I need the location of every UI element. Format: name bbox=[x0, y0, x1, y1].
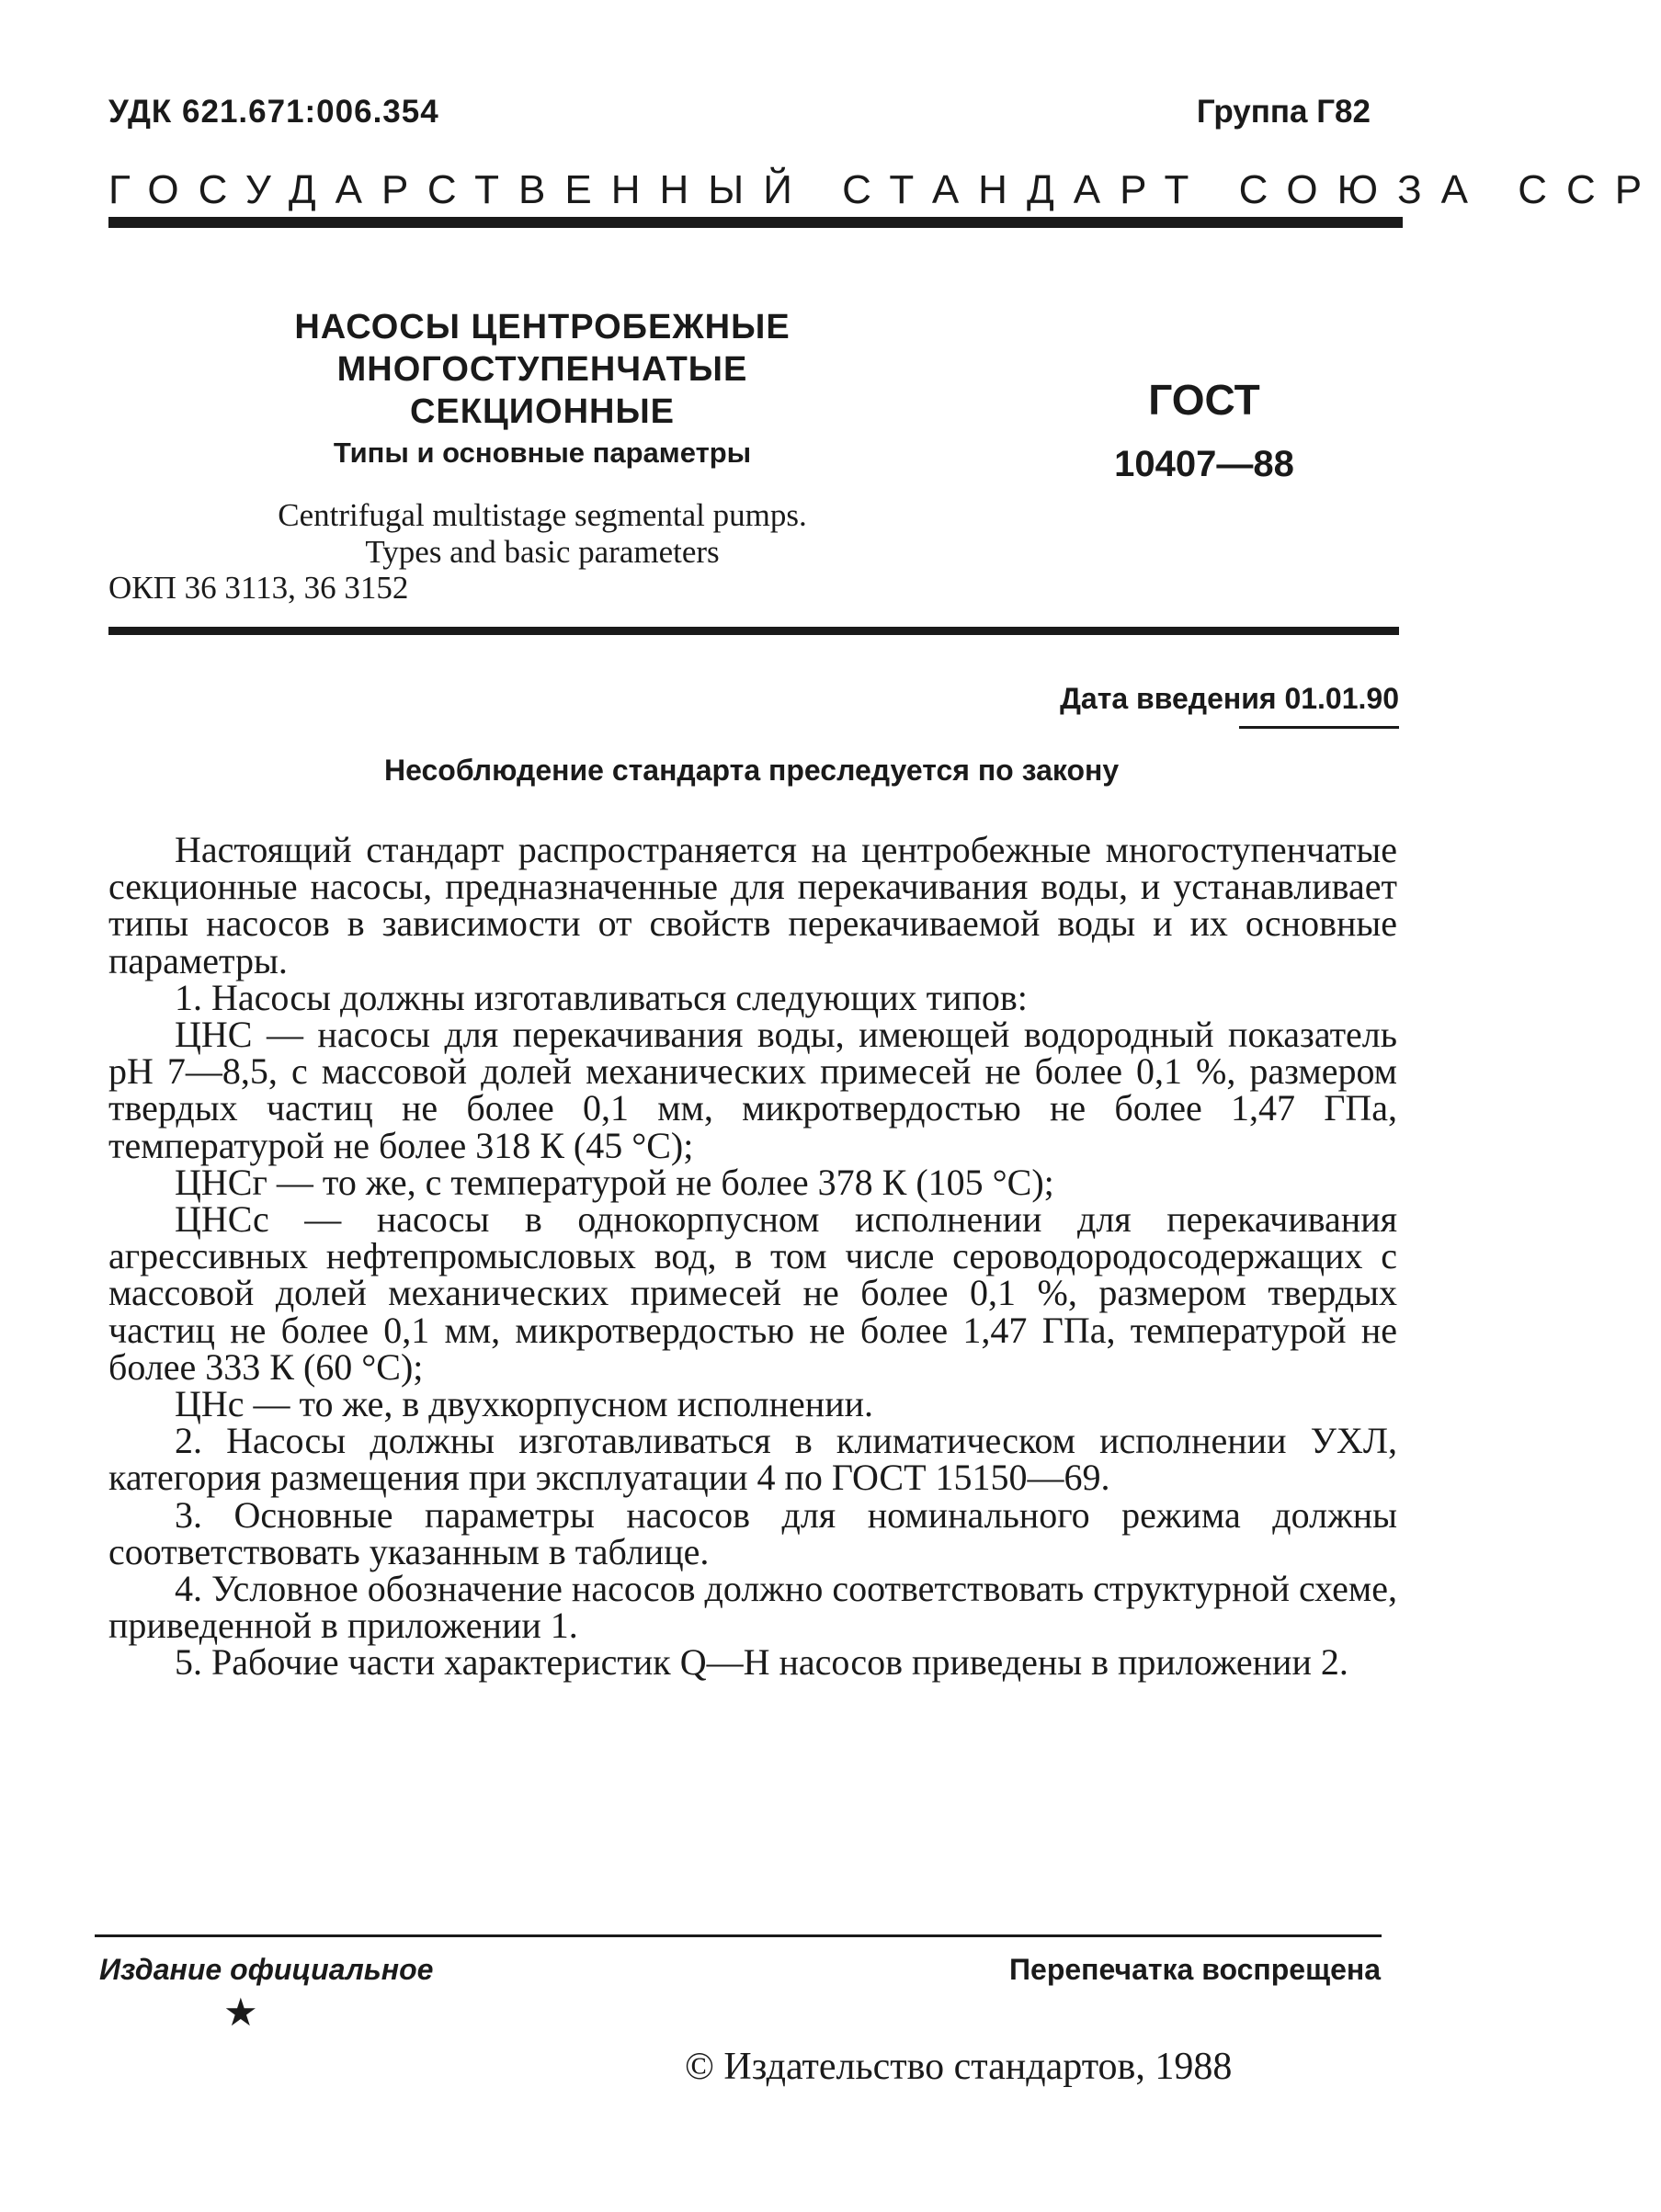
body-paragraph-5: 5. Рабочие части характеристик Q—H насосов приведены в приложении 2. bbox=[175, 1641, 1348, 1684]
body-paragraph-cnsg: ЦНСг — то же, с температурой не более 378 К (105 °С); bbox=[175, 1161, 1054, 1203]
gost-label: ГОСТ bbox=[1148, 376, 1260, 424]
body-paragraph-1: 1. Насосы должны изготавливаться следующих типов: bbox=[175, 976, 1028, 1018]
udk-code: УДК 621.671:006.354 bbox=[108, 94, 439, 130]
date-underline bbox=[1239, 726, 1399, 729]
reprint-notice: Перепечатка воспрещена bbox=[1009, 1953, 1381, 1986]
header-rule bbox=[108, 217, 1403, 228]
state-standard-heading: ГОСУДАРСТВЕННЫЙ СТАНДАРТ СОЮЗА ССР bbox=[108, 167, 1661, 212]
law-notice: Несоблюдение стандарта преследуется по закону bbox=[384, 754, 1120, 787]
subtitle-english-line-1: Centrifugal multistage segmental pumps. bbox=[278, 497, 807, 533]
body-paragraph-intro: Настоящий стандарт распространяется на центробежные многоступенчатые секционные насосы, предназначенные для перекачивания воды, и устанавливает типы насосов в зависимости от свойств перекачиваемой воды и их основные параметры. bbox=[108, 829, 1397, 981]
gost-number: 10407—88 bbox=[1114, 444, 1294, 484]
introduction-date: Дата введения 01.01.90 bbox=[1060, 682, 1399, 715]
subtitle-english-line-2: Types and basic parameters bbox=[365, 534, 720, 570]
gost-designation bbox=[1112, 375, 1296, 487]
title-line-2: МНОГОСТУПЕНЧАТЫЕ СЕКЦИОННЫЕ bbox=[336, 350, 748, 431]
title-line-1: НАСОСЫ ЦЕНТРОБЕЖНЫЕ bbox=[294, 308, 791, 346]
subtitle-english bbox=[207, 497, 878, 571]
group-code: Группа Г82 bbox=[1196, 94, 1371, 130]
body-paragraph-cns: ЦНС — насосы для перекачивания воды, имеющей водородный показатель pH 7—8,5, с массовой долей механических примесей не более 0,1 %, размером твердых частиц не более 0,1 мм, микротвердостью не более 1,47 ГПа, температурой не более 318 К (45 °С); bbox=[108, 1014, 1397, 1166]
body-paragraph-3: 3. Основные параметры насосов для номинального режима должны соответствовать указанным в таблице. bbox=[108, 1493, 1397, 1572]
subtitle-russian: Типы и основные параметры bbox=[333, 437, 752, 469]
body-text bbox=[108, 829, 1397, 1684]
body-paragraph-cns-double: ЦНс — то же, в двухкорпусном исполнении. bbox=[175, 1383, 873, 1425]
title-rule bbox=[108, 627, 1399, 635]
body-paragraph-4: 4. Условное обозначение насосов должно соответствовать структурной схеме, приведенной в приложении 1. bbox=[108, 1568, 1397, 1647]
title-block bbox=[207, 306, 878, 571]
star-icon: ★ bbox=[223, 1992, 258, 2035]
body-paragraph-2: 2. Насосы должны изготавливаться в климатическом исполнении УХЛ, категория размещения при эксплуатации 4 по ГОСТ 15150—69. bbox=[108, 1420, 1397, 1499]
footer-rule bbox=[95, 1934, 1382, 1937]
publisher-copyright: © Издательство стандартов, 1988 bbox=[685, 2046, 1233, 2088]
body-paragraph-cnss: ЦНСс — насосы в однокорпусном исполнении для перекачивания агрессивных нефтепромысловых вод, в том числе сероводородосодержащих с массовой долей механических примесей не более 0,1 %, размером твердых частиц не более 0,1 мм, микротвердостью не более 1,47 ГПа, температурой не более 333 К (60 °С); bbox=[108, 1198, 1397, 1388]
okp-codes: ОКП 36 3113, 36 3152 bbox=[108, 570, 409, 606]
official-edition: Издание официальное bbox=[99, 1953, 434, 1986]
